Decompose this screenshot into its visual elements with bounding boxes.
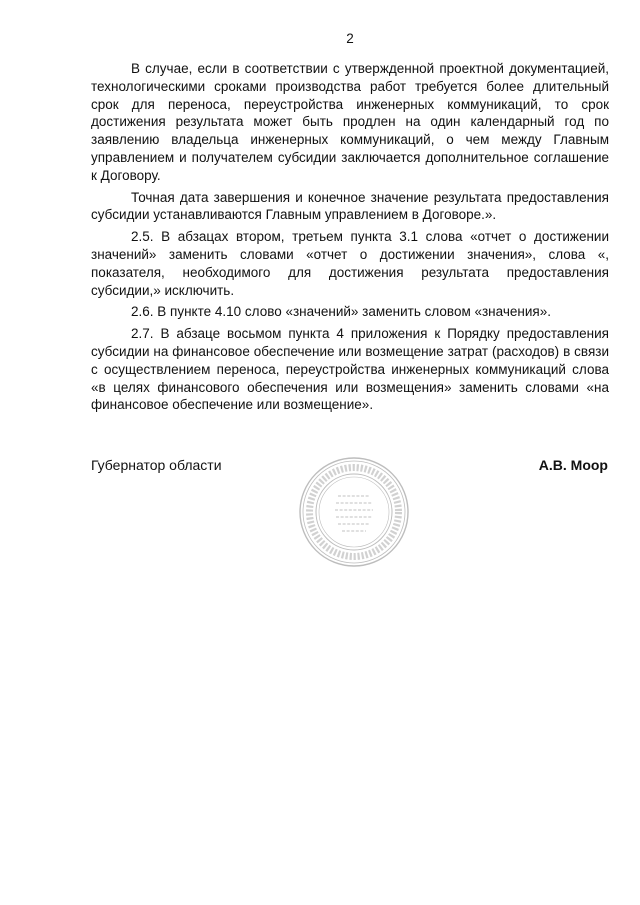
signatory-name: А.В. Моор xyxy=(538,457,608,473)
paragraph-extension-clause: В случае, если в соответствии с утвержденной проектной документацией, технологическими сроками производства работ требуется более длительный срок для переноса, переустройства инженерных коммуникаций, то срок достижения результата может быть продлен на один календарный год по заявлению владельца инженерных коммуникаций, о чем между Главным управлением и получателем субсидии заключается дополнительное соглашение к Договору. xyxy=(91,61,609,183)
signatory-title: Губернатор области xyxy=(91,457,222,473)
paragraph-completion-date: Точная дата завершения и конечное значение результата предоставления субсидии устанавливаются Главным управлением в Договоре.». xyxy=(91,189,609,223)
page-number: 2 xyxy=(346,31,354,46)
paragraph-amendment-2-5: 2.5. В абзацах втором, третьем пункта 3.1 слова «отчет о достижении значений» заменить словами «отчет о достижении значения», слова «, показателя, необходимого для достижения результата предоставления субсидии,» исключить. xyxy=(91,229,609,298)
paragraph-amendment-2-6: 2.6. В пункте 4.10 слово «значений» заменить словом «значения». xyxy=(131,304,551,320)
document-body xyxy=(91,60,609,414)
official-seal-icon xyxy=(298,456,410,568)
paragraph-amendment-2-7: 2.7. В абзаце восьмом пункта 4 приложения к Порядку предоставления субсидии на финансовое обеспечение или возмещение затрат (расходов) в связи с осуществлением переноса, переустройства инженерных коммуникаций слова «в целях финансового обеспечения или возмещения» заменить словами «на финансовое обеспечение или возмещение». xyxy=(91,326,609,413)
